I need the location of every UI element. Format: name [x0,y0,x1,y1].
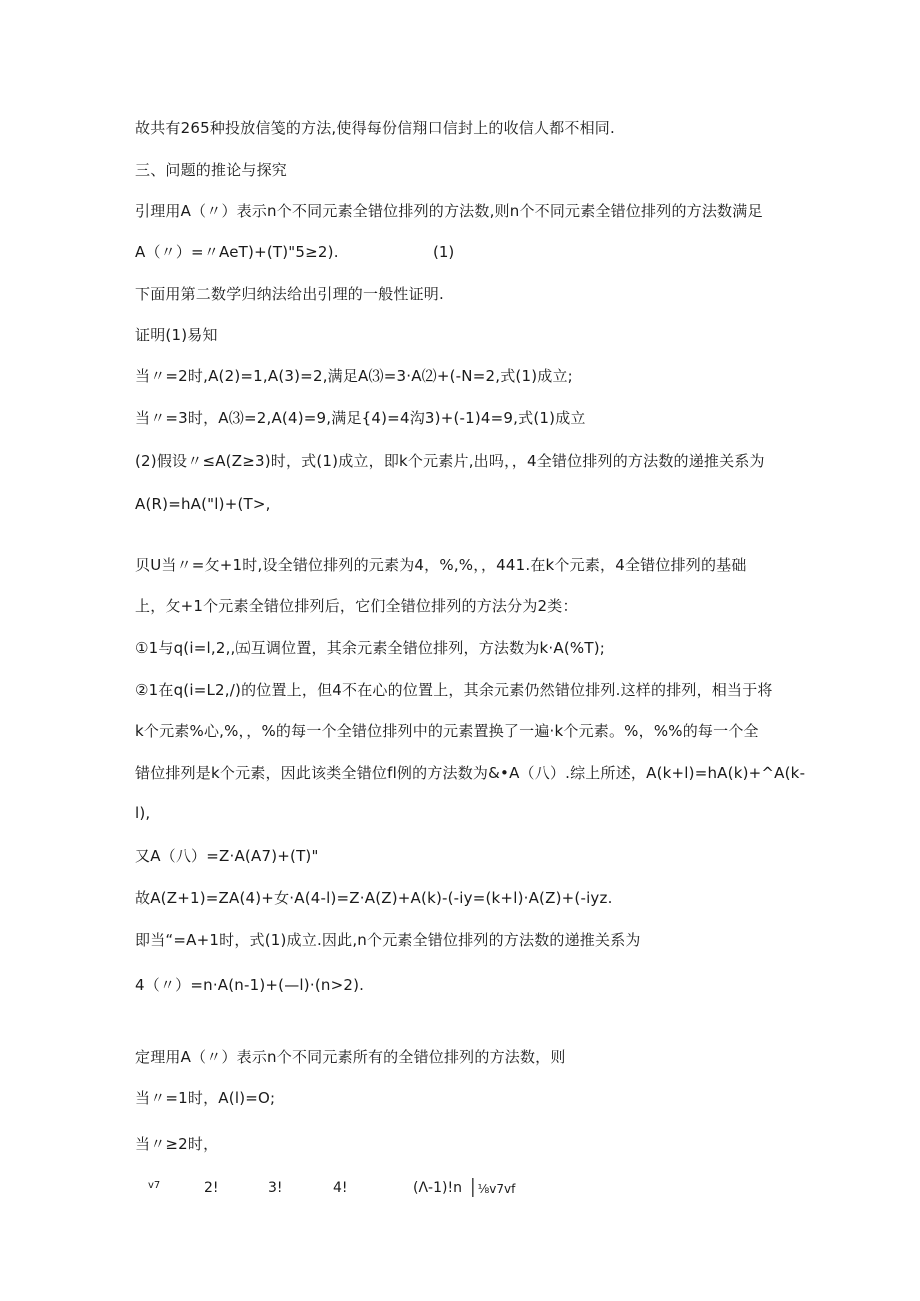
hypothesis: (2)假设〃≤A(Z≥3)时，式(1)成立，即k个元素片,出吗，，4全错位排列的方法数的递推关系为 [135,452,765,470]
formula-fragment-6 [468,1178,515,1199]
case-one: ①1与q(i=l,2,,㈤互调位置，其余元素全错位排列，方法数为k·A(%T); [135,639,606,657]
formula-fragment-5: (Λ-1)!n [413,1180,462,1196]
equation-number: (1) [433,243,455,261]
text-line-5: 下面用第二数学归纳法给出引理的一般性证明. [135,285,444,303]
text-line-1: 故共有265种投放信笺的方法,使得每份信翔口信封上的收信人都不相同. [135,119,615,137]
theorem-statement: 定理用A（〃）表示n个不同元素所有的全错位排列的方法数，则 [135,1048,566,1066]
formula-fragment-1: v7 [148,1180,161,1191]
recurrence-formula: 4（〃）=n·A(n-1)+(—l)·(n>2). [135,976,365,994]
conclusion-line: 即当“=A+1时，式(1)成立.因此,n个元素全错位排列的方法数的递推关系为 [135,931,641,949]
formula-divider: │ [468,1178,478,1197]
case-two-line-2: k个元素%心,%，，%的每一个全错位排列中的元素置换了一遍·k个元素。%，%%的每一个全 [135,722,759,740]
formula-fragment-2: 2! [204,1180,219,1196]
theorem-case-2: 当〃≥2时， [135,1135,219,1153]
induction-step-1: 贝U当〃=攵+1时,设全错位排列的元素为4，%,%，，441.在k个元素，4全错位排列的基础 [135,556,747,574]
formula-fragment-6-text: ⅛v7vf [477,1182,516,1196]
formula-fragment-4: 4! [333,1180,348,1196]
section-heading: 三、问题的推论与探究 [135,161,288,179]
theorem-case-1: 当〃=1时，A(l)=O; [135,1089,276,1107]
lemma-statement: 引理用A（〃）表示n个不同元素全错位排列的方法数,则n个不同元素全错位排列的方法数满足 [135,202,763,220]
formula-line-b: 故A(Z+1)=ZA(4)+女·A(4-l)=Z·A(Z)+A(k)-(-iy=(k+l)·A(Z)+(-iyz. [135,889,613,907]
case-n-2: 当〃=2时,A(2)=1,A(3)=2,满足A⑶=3·A⑵+(-N=2,式(1)成立; [135,367,573,385]
hypothesis-formula: A(R)=hA("l)+(T>, [135,495,271,513]
case-two-line-1: ②1在q(i=L2,/)的位置上，但4不在心的位置上，其余元素仍然错位排列.这样的排列，相当于将 [135,681,773,699]
proof-start: 证明(1)易知 [135,326,218,344]
formula-line-a: 又A（八）=Z·A(A7)+(T)" [135,847,319,865]
case-two-line-3: 错位排列是k个元素，因此该类全错位fl例的方法数为&•A（八）.综上所述，A(k+l)=hA(k)+^A(k- [135,764,806,782]
case-two-line-4: l), [135,804,151,822]
lemma-formula: A（〃）=〃AeT)+(T)"5≥2). [135,243,339,261]
formula-fragment-3: 3! [268,1180,283,1196]
induction-step-2: 上，攵+1个元素全错位排列后，它们全错位排列的方法分为2类： [135,597,578,615]
case-n-3: 当〃=3时，A⑶=2,A(4)=9,满足{4)=4沟3)+(-1)4=9,式(1)成立 [135,409,586,427]
